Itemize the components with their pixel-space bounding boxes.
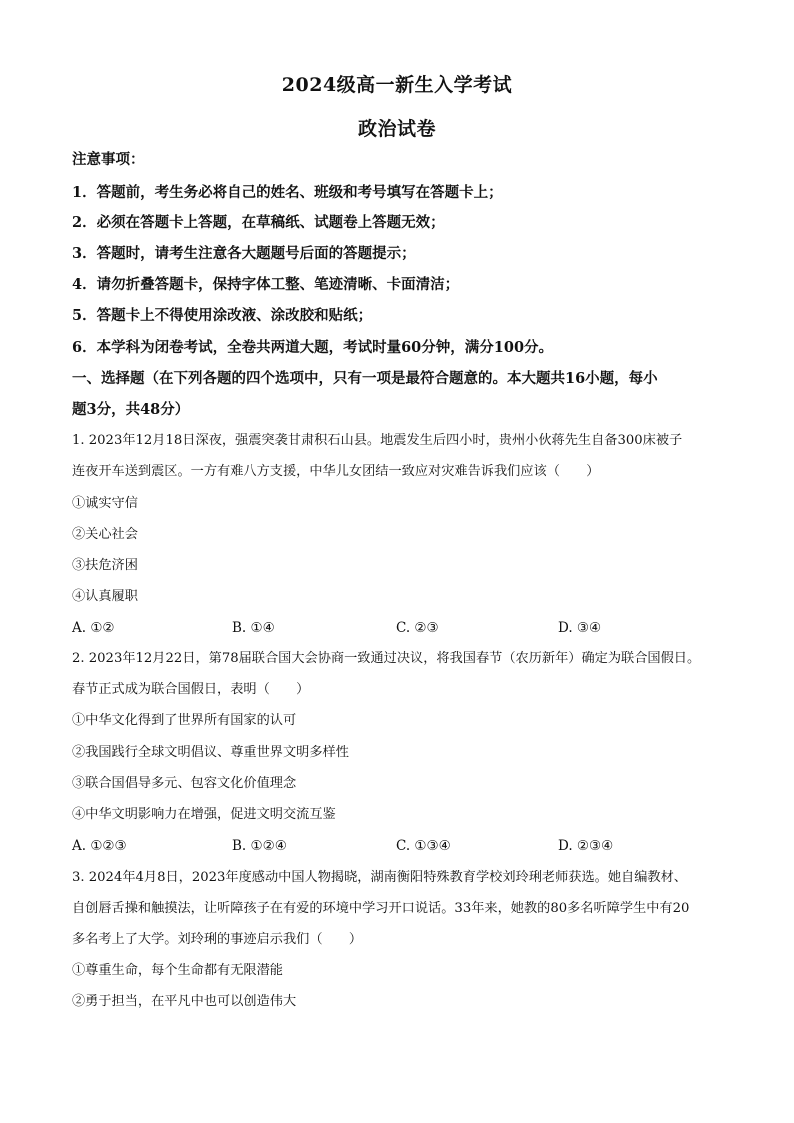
note-item: 1．答题前，考生务必将自己的姓名、班级和考号填写在答题卡上；: [72, 184, 503, 201]
question-stem: 3. 2024年4月8日，2023年度感动中国人物揭晓，湖南衡阳特殊教育学校刘玲琍老师获选。她自编教材、: [72, 870, 687, 885]
option-d[interactable]: D. ③④: [558, 620, 602, 636]
question-statement: ④中华文明影响力在增强，促进文明交流互鉴: [72, 807, 336, 822]
option-a[interactable]: A. ①②: [72, 620, 115, 636]
answer-options: [72, 618, 732, 638]
option-d[interactable]: D. ②③④: [558, 838, 614, 854]
question-stem: 多名考上了大学。刘玲琍的事迹启示我们（ ）: [72, 932, 363, 947]
question-stem: 2. 2023年12月22日，第78届联合国大会协商一致通过决议，将我国春节（农历新年）确定为联合国假日。: [72, 651, 701, 666]
option-b[interactable]: B. ①④: [232, 620, 275, 636]
question-stem: 自创唇舌操和触摸法，让听障孩子在有爱的环境中学习开口说话。33年来，她教的80多名听障学生中有20: [72, 901, 690, 916]
question-stem: 连夜开车送到震区。一方有难八方支援，中华儿女团结一致应对灾难告诉我们应该（ ）: [72, 464, 600, 479]
note-item: 2．必须在答题卡上答题，在草稿纸、试题卷上答题无效；: [72, 214, 445, 231]
option-c[interactable]: C. ②③: [396, 620, 439, 636]
question-statement: ①中华文化得到了世界所有国家的认可: [72, 713, 297, 728]
note-item: 5．答题卡上不得使用涂改液、涂改胶和贴纸；: [72, 307, 373, 324]
exam-subtitle: 政治试卷: [357, 118, 436, 140]
note-item: 6．本学科为闭卷考试，全卷共两道大题，考试时量60分钟，满分100分。: [72, 339, 554, 356]
option-b[interactable]: B. ①②④: [232, 838, 287, 854]
question-statement: ①尊重生命，每个生命都有无限潜能: [72, 963, 283, 978]
section-heading-cont: 题3分，共48分）: [72, 401, 190, 418]
question-statement: ③联合国倡导多元、包容文化价值理念: [72, 776, 297, 791]
question-statement: ②勇于担当，在平凡中也可以创造伟大: [72, 994, 297, 1009]
question-stem: 1. 2023年12月18日深夜，强震突袭甘肃积石山县。地震发生后四小时，贵州小伙蒋先生自备300床被子: [72, 433, 683, 448]
question-statement: ③扶危济困: [72, 558, 138, 573]
note-item: 4．请勿折叠答题卡，保持字体工整、笔迹清晰、卡面清洁；: [72, 276, 460, 293]
answer-options: [72, 836, 732, 856]
option-a[interactable]: A. ①②③: [72, 838, 127, 854]
option-c[interactable]: C. ①③④: [396, 838, 451, 854]
question-statement: ②关心社会: [72, 527, 138, 542]
section-heading: 一、选择题（在下列各题的四个选项中，只有一项是最符合题意的。本大题共16小题，每小: [72, 370, 658, 387]
question-statement: ④认真履职: [72, 589, 138, 604]
note-item: 3．答题时，请考生注意各大题题号后面的答题提示；: [72, 245, 416, 262]
notes-heading: 注意事项：: [72, 151, 145, 168]
question-statement: ②我国践行全球文明倡议、尊重世界文明多样性: [72, 745, 349, 760]
question-statement: ①诚实守信: [72, 496, 138, 511]
question-stem: 春节正式成为联合国假日，表明（ ）: [72, 682, 310, 697]
exam-title: 2024级高一新生入学考试: [281, 74, 513, 96]
